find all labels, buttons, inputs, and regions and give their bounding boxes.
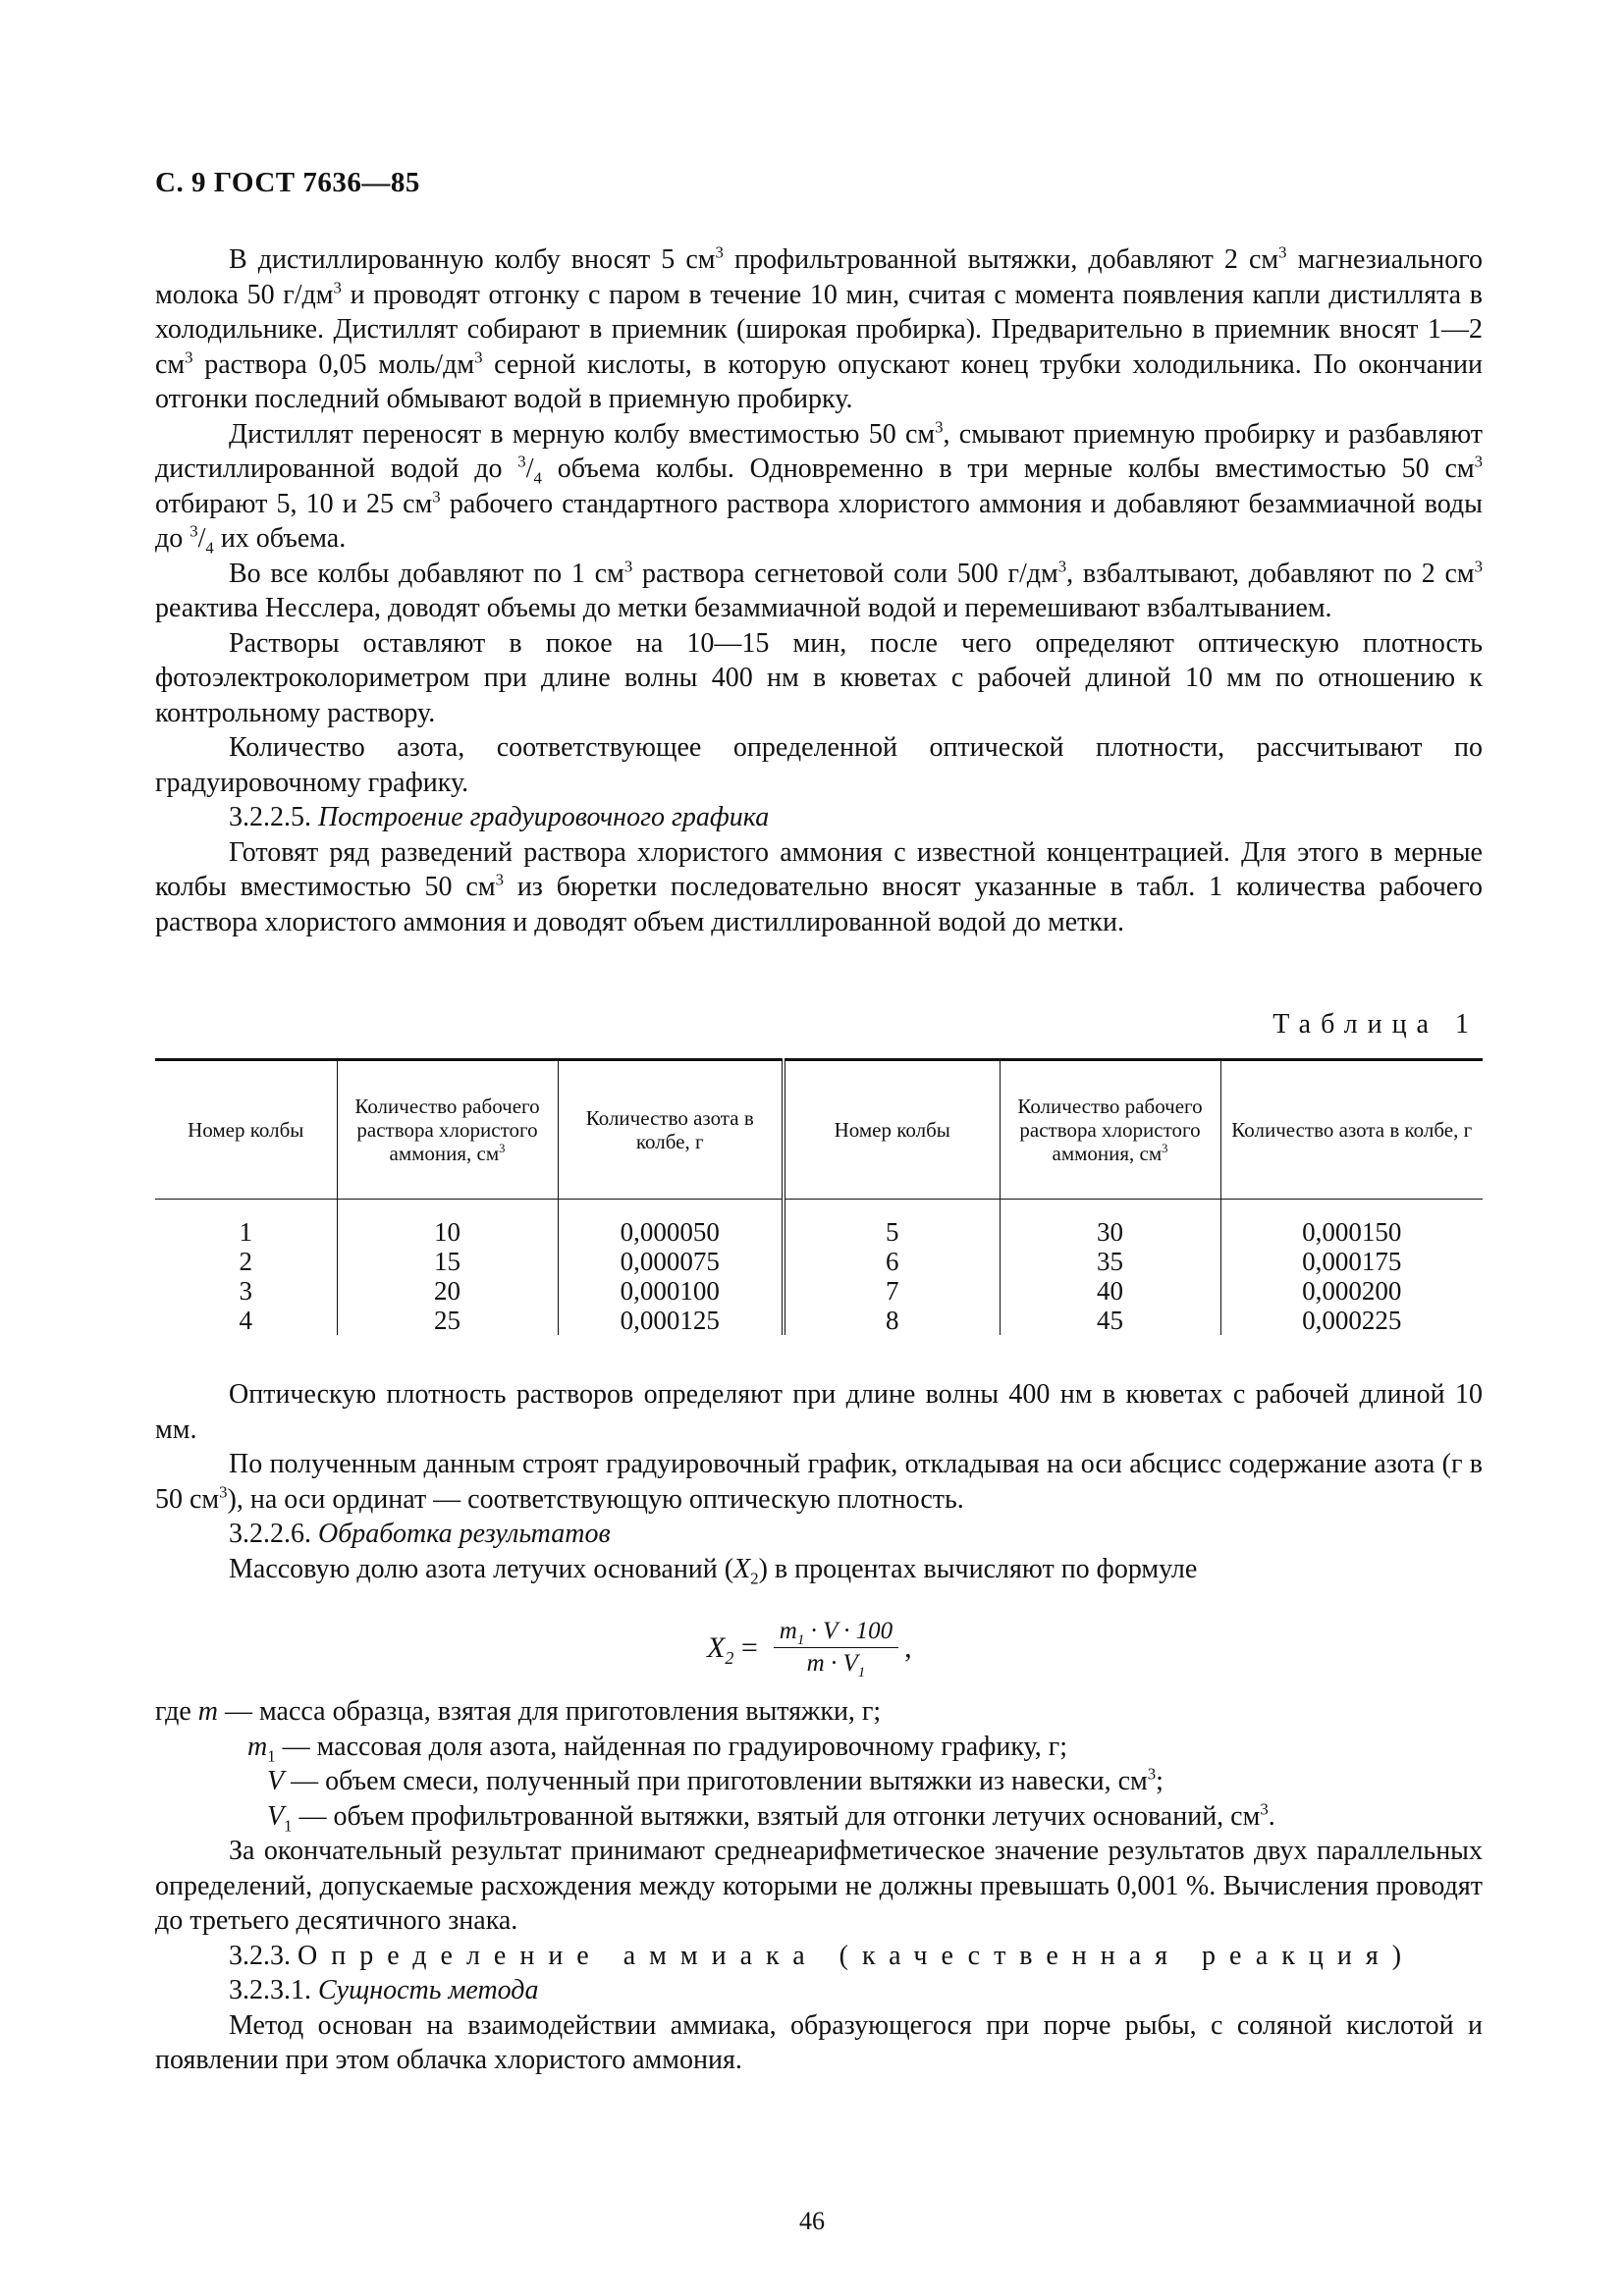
- paragraph: Растворы оставляют в покое на 10—15 мин, после чего определяют оптическую плотность фотоэлектроколориметром при длине волны 400 нм в кюветах с рабочей длиной 10 мм по отношению к контрольному раствору.: [155, 627, 1483, 728]
- paragraph: Количество азота, соответствующее определенной оптической плотности, рассчитывают по градуировочному графику.: [155, 732, 1483, 798]
- table-cell: 5: [784, 1200, 1000, 1248]
- definition: $V_1$ — объем профильтрованной вытяжки, взятый для отгонки летучих оснований, $см^3$.: [267, 1799, 1275, 1836]
- paragraph: За окончательный результат принимают среднеарифметическое значение результатов двух параллельных определений, допускаемые расхождения между которыми не должны превышать 0,001 %. Вычисления проводят до третьего десятичного знака.: [155, 1836, 1483, 1936]
- table-cell: 0,000100: [558, 1276, 784, 1306]
- table-header-row: [155, 1060, 1483, 1200]
- paragraph: В дистиллированную колбу вносят 5 $см^3$ профильтрованной вытяжки, добавляют 2 $см^3$ магнезиального молока 50 $г/дм^3$ и проводят отгонку с паром в течение 10 мин, считая с момента появления капли дистиллята в холодильнике. Дистиллят собирают в приемник (широкая пробирка). Предварительно в приемник вносят 1—2 $см^3$ раствора 0,05 моль/$дм^3$ серной кислоты, в которую опускают конец трубки холодильника. По окончании отгонки последний обмывают водой в приемную пробирку.: [155, 242, 1484, 414]
- table-cell: 0,000150: [1220, 1200, 1483, 1248]
- column-header: Количество рабочего раствора хлористого аммония, $см^3$: [337, 1060, 558, 1200]
- paragraph: Дистиллят переносят в мерную колбу вместимостью 50 $см^3$, смывают приемную пробирку и разбавляют дистиллированной водой до $^3/_4$ объема колбы. Одновременно в три мерные колбы вместимостью 50 $см^3$ отбирают 5, 10 и 25 $см^3$ рабочего стандартного раствора хлористого аммония и добавляют безаммиачной воды до $^3/_4$ их объема.: [155, 417, 1483, 558]
- section-heading: 3.2.3. Определение аммиака (качественная реакция): [229, 1940, 1416, 1971]
- table-row: [155, 1247, 1483, 1276]
- table-cell: 10: [337, 1200, 558, 1248]
- table-cell: 15: [337, 1247, 558, 1276]
- table-cell: 0,000225: [1220, 1306, 1483, 1335]
- paragraph: Во все колбы добавляют по 1 $см^3$ раствора сегнетовой соли 500 $г/дм^3$, взбалтывают, добавляют по 2 $см^3$ реактива Несслера, доводят объемы до метки безаммиачной водой и перемешивают взбалтыванием.: [155, 557, 1483, 623]
- body-text-middle: [155, 1377, 1483, 1586]
- table-row: [155, 1276, 1483, 1306]
- table-cell: 40: [1000, 1276, 1220, 1306]
- table-cell: 45: [1000, 1306, 1220, 1335]
- table-cell: 0,000125: [558, 1306, 784, 1335]
- table-cell: 7: [784, 1276, 1000, 1306]
- paragraph: По полученным данным строят градуировочный график, откладывая на оси абсцисс содержание азота (г в 50 $см^3$), на оси ординат — соответствующую оптическую плотность.: [155, 1449, 1483, 1515]
- table-cell: 20: [337, 1276, 558, 1306]
- column-header: Количество азота в колбе, г: [1220, 1060, 1483, 1200]
- column-header: Номер колбы: [155, 1060, 337, 1200]
- table-cell: 4: [239, 1306, 252, 1335]
- formula-fraction: $\frac{m_1 \cdot V \cdot 100}{m \cdot V_1}$: [774, 1618, 898, 1678]
- fraction-three-quarters: $^3/_4$: [517, 452, 542, 488]
- section-heading: 3.2.2.6. Обработка результатов: [229, 1519, 611, 1549]
- column-header: Количество рабочего раствора хлористого аммония, $см^3$: [1000, 1060, 1220, 1200]
- table-row: [155, 1306, 1483, 1335]
- data-table: [155, 1058, 1483, 1335]
- variable-definitions: [155, 1694, 1483, 2078]
- definition: где m — масса образца, взятая для приготовления вытяжки, г;: [155, 1696, 882, 1727]
- table-cell: 35: [1000, 1247, 1220, 1276]
- table-cell: 0,000200: [1220, 1276, 1483, 1306]
- table-row: [155, 1200, 1483, 1248]
- table-caption: Таблица 1: [1272, 1009, 1479, 1040]
- paragraph: Массовую долю азота летучих оснований $(X_2)$ в процентах вычисляют по формуле: [229, 1553, 1198, 1588]
- formula: $X_2$ = $\frac{m_1 \cdot V \cdot 100}{m \cdot V_1}$ ,: [707, 1618, 912, 1681]
- definition: $m_1$ — массовая доля азота, найденная по градуировочному графику, г;: [247, 1731, 1068, 1766]
- column-header: Номер колбы: [784, 1060, 1000, 1200]
- table-cell: 6: [784, 1247, 1000, 1276]
- table-cell: 3: [239, 1276, 252, 1306]
- page-number: 46: [799, 2207, 825, 2235]
- table-cell: 0,000175: [1220, 1247, 1483, 1276]
- table-cell: 1: [239, 1217, 252, 1247]
- table-cell: 8: [784, 1306, 1000, 1335]
- table-cell: 30: [1000, 1200, 1220, 1248]
- section-heading: 3.2.3.1. Сущность метода: [229, 1975, 539, 2005]
- body-text-top: [155, 242, 1483, 939]
- table-cell: 25: [337, 1306, 558, 1335]
- table-cell: 2: [239, 1247, 252, 1276]
- fraction-three-quarters: $^3/_4$: [189, 521, 214, 558]
- section-heading: 3.2.2.5. Построение градуировочного графика: [229, 802, 770, 832]
- table-cell: 0,000050: [558, 1200, 784, 1248]
- definition: V — объем смеси, полученный при приготовлении вытяжки из навески, $см^3$;: [267, 1764, 1164, 1796]
- table-cell: 0,000075: [558, 1247, 784, 1276]
- paragraph: Готовят ряд разведений раствора хлористого аммония с известной концентрацией. Для этого в мерные колбы вместимостью 50 $см^3$ из бюретки последовательно вносят указанные в табл. 1 количества рабочего раствора хлористого аммония и доводят объем дистиллированной водой до метки.: [155, 836, 1483, 937]
- paragraph: Оптическую плотность растворов определяют при длине волны 400 нм в кюветах с рабочей длиной 10 мм.: [155, 1379, 1483, 1445]
- column-header: Количество азота в колбе, г: [558, 1060, 784, 1200]
- paragraph: Метод основан на взаимодействии аммиака, образующегося при порче рыбы, с соляной кислотой и появлении при этом облачка хлористого аммония.: [155, 2009, 1483, 2075]
- page-header: С. 9 ГОСТ 7636—85: [155, 167, 420, 198]
